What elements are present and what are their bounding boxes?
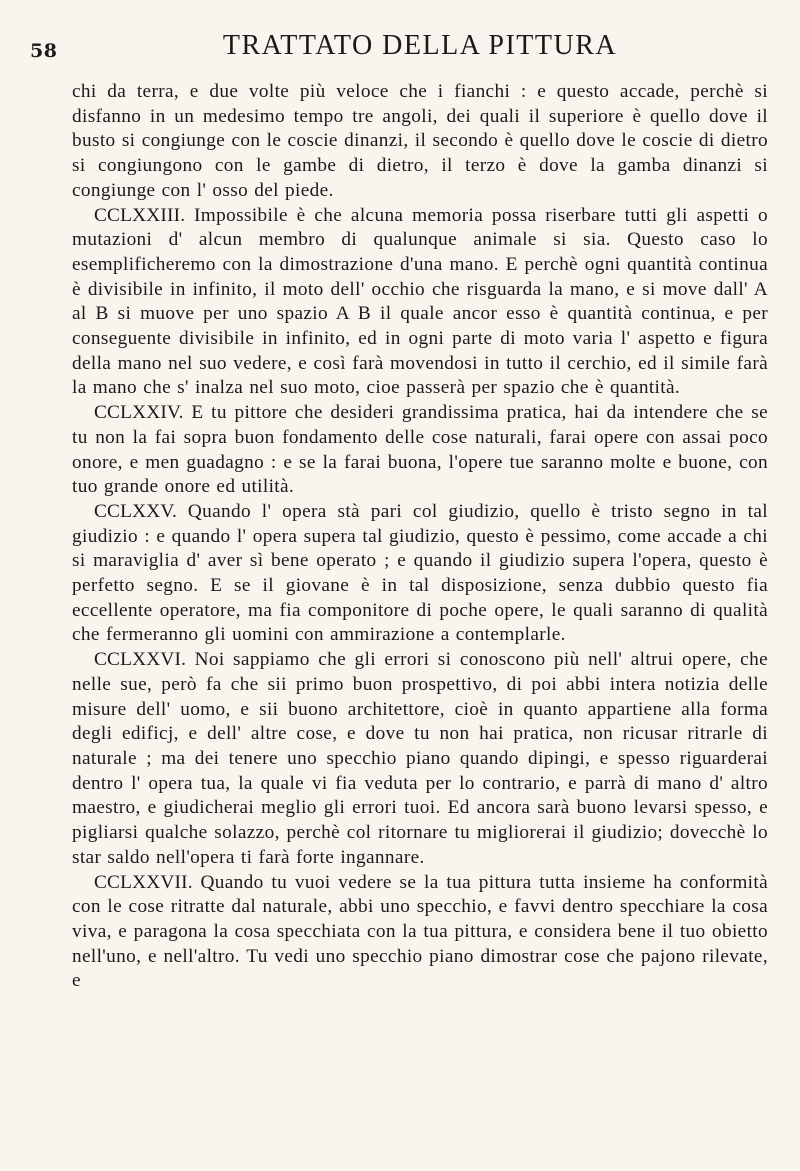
paragraph-text: Noi sappiamo che gli errori si conoscono più nell' altrui opere, che nelle sue, però fa che sii primo buon prospettivo, di poi abbi intera notizia delle misure dell' uomo, e sii buono architettore, cioè in quanto appartiene alla forma degli edificj, e dell' altre cose, e dove tu non hai pratica, non ricusar ritrarle di naturale ; ma dei tenere uno specchio piano quando dipingi, e spesso riguarderai dentro l' opera tua, la quale vi fia veduta per lo contrario, e parrà di mano d' altro maestro, e giudicherai meglio gli errori tuoi. Ed ancora sarà buono levarsi spesso, e pigliarsi qualche solazzo, perchè col ritornare tu migliorerai il giudizio; dovecchè lo star saldo nell'opera ti farà forte ingannare.	[72, 649, 768, 868]
paragraph-text: E tu pittore che desideri grandissima pratica, hai da intendere che se tu non la fai sopra buon fondamento delle cose naturali, farai opere con assai poco onore, e men guadagno : e se la farai buona, l'opere tue saranno molte e buone, con tuo grande onore ed utilità.	[72, 402, 768, 498]
section-number: CCLXXVI.	[94, 649, 187, 671]
page-number: 58	[30, 40, 58, 62]
paragraph-text: Quando l' opera stà pari col giudizio, quello è tristo segno in tal giudizio : e quando l' opera supera tal giudizio, questo è pessimo, come accade a chi si maraviglia d' aver sì bene operato ; e quando il giudizio supera l'opera, questo è perfetto segno. E se il giovane è in tal disposizione, senza dubbio questo fia eccellente operatore, ma fia componitore di poche opere, le quali saranno di qualità che fermeranno gli uomini con ammirazione a contemplarle.	[72, 500, 769, 646]
paragraph-cclxxiii	[72, 204, 768, 402]
paragraph-cclxxvii	[72, 871, 768, 995]
paragraph-text: Impossibile è che alcuna memoria possa riserbare tutti gli aspetti o mutazioni d' alcun membro di qualunque animale si sia. Questo caso lo esemplificheremo con la dimostrazione d'una mano. E perchè ogni quantità continua è divisibile in infinito, il moto dell' occhio che risguarda la mano, e si move dall' A al B si muove per uno spazio A B il quale ancor esso è quantità continua, e per conseguente divisibile in infinito, ed in ogni parte di moto varia l' aspetto e figura della mano nel suo vedere, e così farà movendosi in tutto il cerchio, ed il simile farà la mano che s' inalza nel suo moto, cioe passerà per spazio che è quantità.	[72, 204, 769, 399]
section-number: CCLXXV.	[94, 500, 178, 522]
paragraph-cclxxvi	[72, 648, 768, 870]
body-text	[72, 80, 768, 994]
section-number: CCLXXIV.	[94, 402, 184, 424]
section-number: CCLXXIII.	[94, 204, 186, 226]
paragraph-cclxxv	[72, 500, 768, 648]
paragraph-continuation	[72, 80, 768, 204]
paragraph-cclxxiv	[72, 401, 768, 500]
paragraph-text: Quando tu vuoi vedere se la tua pittura tutta insieme ha conformità con le cose ritratte dal naturale, abbi uno specchio, e favvi dentro specchiare la cosa viva, e paragona la cosa specchiata con la tua pittura, e considera bene il tuo obietto nell'uno, e nell'altro. Tu vedi uno specchio piano dimostrar cose che pajono rilevate, e	[72, 871, 768, 992]
section-number: CCLXXVII.	[94, 871, 193, 893]
paragraph-text: chi da terra, e due volte più veloce che i fianchi : e questo accade, perchè si disfanno in un medesimo tempo tre angoli, dei quali il superiore è quello dove il busto si congiunge con le coscie dinanzi, il secondo è quello dove le coscie di dietro si congiungono con le gambe di dietro, il terzo è dove la gamba dinanzi si congiunge con l' osso del piede.	[72, 81, 768, 201]
running-title: TRATTATO DELLA PITTURA	[222, 30, 618, 61]
